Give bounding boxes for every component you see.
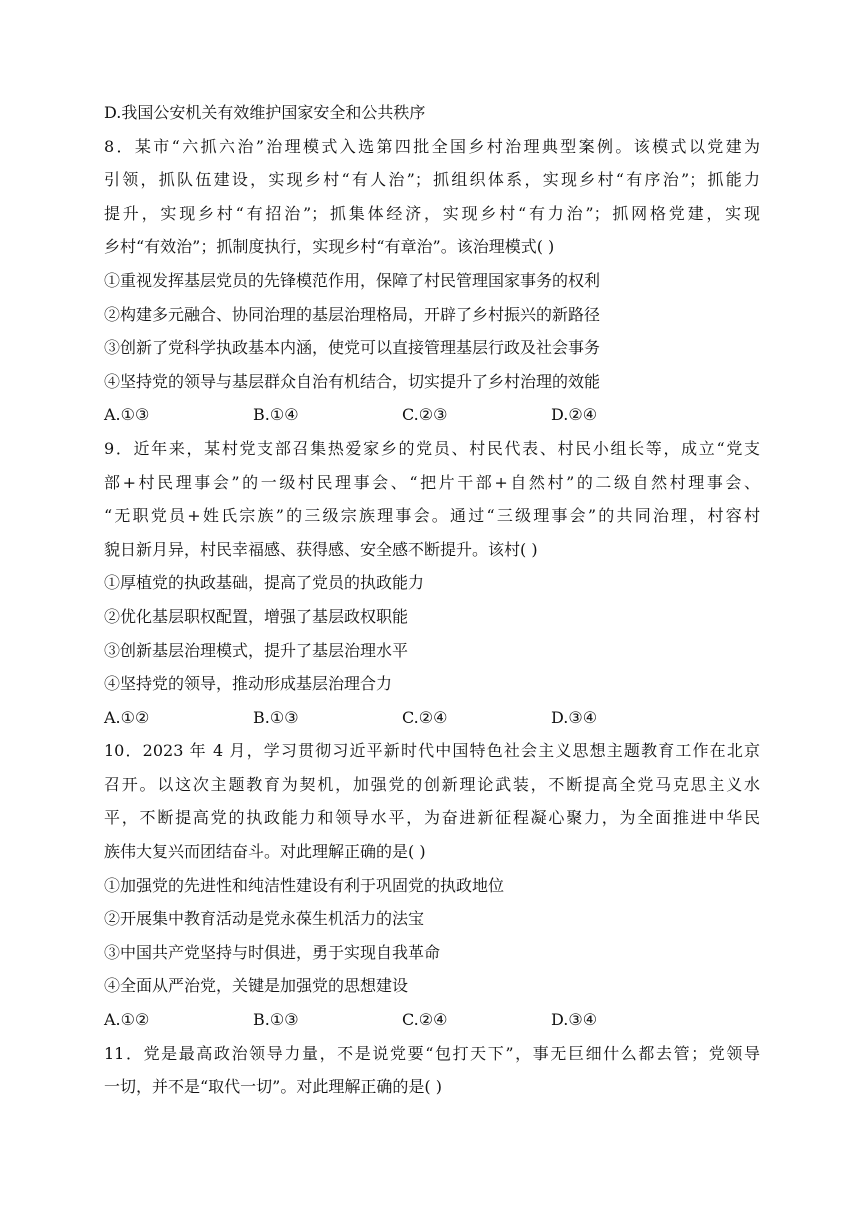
question-stem-line: 8．某市“六抓六治”治理模式入选第四批全国乡村治理典型案例。该模式以党建为	[104, 136, 760, 156]
option-b: B.①③	[253, 1010, 299, 1030]
statement-item: ④坚持党的领导与基层群众自治有机结合，切实提升了乡村治理的效能	[104, 371, 601, 391]
question-stem-line: 部+村民理事会”的一级村民理事会、“把片干部+自然村”的二级自然村理事会、	[104, 472, 760, 492]
answer-options	[104, 398, 760, 432]
exam-page	[104, 96, 760, 1104]
question-11	[104, 1037, 760, 1104]
question-stem-line: 一切，并不是“取代一切”。对此理解正确的是( )	[104, 1077, 442, 1097]
answer-options	[104, 1003, 760, 1037]
option-c: C.②③	[402, 405, 448, 425]
option-a: A.①②	[104, 1010, 150, 1030]
question-stem-line: 召开。以这次主题教育为契机，加强党的创新理论武装，不断提高全党马克思主义水	[104, 774, 760, 794]
answer-options	[104, 701, 760, 735]
q7-option-d: D.我国公安机关有效维护国家安全和公共秩序	[104, 103, 426, 122]
question-8	[104, 130, 760, 432]
question-stem-line: 貌日新月异，村民幸福感、获得感、安全感不断提升。该村( )	[104, 539, 538, 559]
option-a: A.①②	[104, 707, 150, 727]
question-10	[104, 734, 760, 1036]
statement-item: ④坚持党的领导，推动形成基层治理合力	[104, 674, 393, 694]
question-stem-line: 提升，实现乡村“有招治”；抓集体经济，实现乡村“有力治”；抓网格党建，实现	[104, 203, 760, 223]
statement-item: ①厚植党的执政基础，提高了党员的执政能力	[104, 573, 425, 593]
question-stem-line: 9．近年来，某村党支部召集热爱家乡的党员、村民代表、村民小组长等，成立“党支	[104, 438, 760, 458]
option-b: B.①③	[253, 707, 299, 727]
statement-item: ③创新基层治理模式，提升了基层治理水平	[104, 640, 409, 660]
question-stem-line: 引领，抓队伍建设，实现乡村“有人治”；抓组织体系，实现乡村“有序治”；抓能力	[104, 170, 760, 190]
statement-item: ①加强党的先进性和纯洁性建设有利于巩固党的执政地位	[104, 875, 505, 895]
option-c: C.②④	[402, 707, 448, 727]
statement-item: ②构建多元融合、协同治理的基层治理格局，开辟了乡村振兴的新路径	[104, 304, 601, 324]
option-d: D.③④	[551, 707, 598, 727]
option-d: D.②④	[551, 405, 598, 425]
statement-item: ③创新了党科学执政基本内涵，使党可以直接管理基层行政及社会事务	[104, 338, 601, 358]
statement-item: ②优化基层职权配置，增强了基层政权职能	[104, 606, 409, 626]
option-b: B.①④	[253, 405, 299, 425]
question-stem-line: 10．2023 年 4 月，学习贯彻习近平新时代中国特色社会主义思想主题教育工作在北京	[104, 741, 760, 761]
statement-item: ①重视发挥基层党员的先锋模范作用，保障了村民管理国家事务的权利	[104, 270, 601, 290]
question-9	[104, 432, 760, 734]
question-stem-line: “无职党员+姓氏宗族”的三级宗族理事会。通过“三级理事会”的共同治理，村容村	[104, 506, 760, 526]
option-a: A.①③	[104, 405, 150, 425]
question-stem-line: 族伟大复兴而团结奋斗。对此理解正确的是( )	[104, 842, 426, 862]
statement-item: ③中国共产党坚持与时俱进，勇于实现自我革命	[104, 942, 441, 962]
question-stem-line: 平，不断提高党的执政能力和领导水平，为奋进新征程凝心聚力，为全面推进中华民	[104, 808, 760, 828]
statement-item: ④全面从严治党，关键是加强党的思想建设	[104, 976, 409, 996]
option-c: C.②④	[402, 1010, 448, 1030]
question-stem-line: 11．党是最高政治领导力量，不是说党要“包打天下”，事无巨细什么都去管；党领导	[104, 1043, 760, 1063]
question-stem-line: 乡村“有效治”；抓制度执行，实现乡村“有章治”。该治理模式( )	[104, 237, 555, 257]
statement-item: ②开展集中教育活动是党永葆生机活力的法宝	[104, 909, 425, 929]
option-d: D.③④	[551, 1010, 598, 1030]
